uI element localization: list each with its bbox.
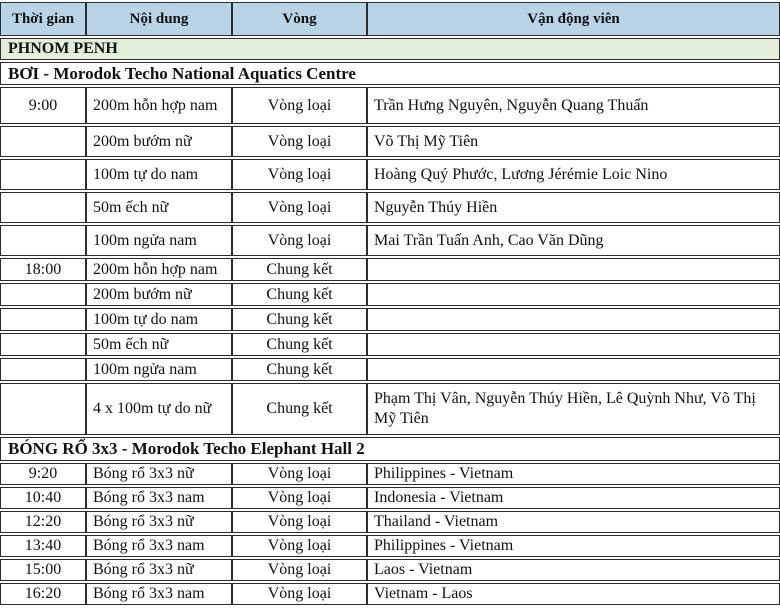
- event-cell: 100m ngửa nam: [86, 358, 232, 381]
- venue-section-row-swimming: [0, 62, 780, 85]
- event-cell: 50m ếch nữ: [86, 333, 232, 356]
- table-row: [0, 159, 780, 190]
- table-row: [0, 283, 780, 306]
- col-header-event: Nội dung: [86, 2, 232, 36]
- athletes-cell: [367, 308, 780, 331]
- event-cell: Bóng rổ 3x3 nam: [86, 487, 232, 509]
- venue-section-row-basketball: [0, 437, 780, 460]
- table-row: [0, 87, 780, 124]
- event-cell: Bóng rổ 3x3 nam: [86, 583, 232, 605]
- athletes-cell: [367, 258, 780, 281]
- table-row: [0, 511, 780, 533]
- time-cell: [0, 126, 86, 157]
- event-cell: 4 x 100m tự do nữ: [86, 383, 232, 435]
- round-cell: Vòng loại: [232, 87, 367, 124]
- athletes-cell: Nguyễn Thúy Hiền: [367, 192, 780, 223]
- athletes-cell: Võ Thị Mỹ Tiên: [367, 126, 780, 157]
- round-cell: Chung kết: [232, 358, 367, 381]
- event-cell: 200m bướm nữ: [86, 126, 232, 157]
- round-cell: Chung kết: [232, 258, 367, 281]
- table-row: [0, 192, 780, 223]
- round-cell: Vòng loại: [232, 583, 367, 605]
- event-cell: 200m bướm nữ: [86, 283, 232, 306]
- time-cell: [0, 225, 86, 256]
- time-cell: 13:40: [0, 535, 86, 557]
- athletes-cell: [367, 283, 780, 306]
- table-row: [0, 383, 780, 435]
- time-cell: [0, 308, 86, 331]
- athletes-cell: Indonesia - Vietnam: [367, 487, 780, 509]
- time-cell: [0, 283, 86, 306]
- athletes-cell: [367, 333, 780, 356]
- time-cell: 9:00: [0, 87, 86, 124]
- table-header-row: [0, 2, 780, 36]
- athletes-cell: Vietnam - Laos: [367, 583, 780, 605]
- event-cell: Bóng rổ 3x3 nam: [86, 535, 232, 557]
- round-cell: Vòng loại: [232, 159, 367, 190]
- city-section-label: PHNOM PENH: [0, 38, 780, 60]
- table-row: [0, 487, 780, 509]
- table-row: [0, 358, 780, 381]
- round-cell: Vòng loại: [232, 192, 367, 223]
- table-row: [0, 559, 780, 581]
- round-cell: Vòng loại: [232, 511, 367, 533]
- venue-section-label: BƠI - Morodok Techo National Aquatics Centre: [0, 62, 780, 85]
- event-cell: 100m tự do nam: [86, 308, 232, 331]
- table-row: [0, 126, 780, 157]
- event-cell: 200m hỗn hợp nam: [86, 87, 232, 124]
- round-cell: Vòng loại: [232, 487, 367, 509]
- table-row: [0, 583, 780, 605]
- athletes-cell: Thailand - Vietnam: [367, 511, 780, 533]
- col-header-time: Thời gian: [0, 2, 86, 36]
- table-row: [0, 225, 780, 256]
- time-cell: [0, 159, 86, 190]
- event-cell: 200m hỗn hợp nam: [86, 258, 232, 281]
- table-row: [0, 258, 780, 281]
- event-cell: Bóng rổ 3x3 nữ: [86, 511, 232, 533]
- table-row: [0, 535, 780, 557]
- event-cell: Bóng rổ 3x3 nữ: [86, 463, 232, 485]
- round-cell: Vòng loại: [232, 463, 367, 485]
- time-cell: 10:40: [0, 487, 86, 509]
- time-cell: 18:00: [0, 258, 86, 281]
- round-cell: Vòng loại: [232, 559, 367, 581]
- round-cell: Vòng loại: [232, 535, 367, 557]
- venue-section-label: BÓNG RỔ 3x3 - Morodok Techo Elephant Hall 2: [0, 437, 780, 460]
- round-cell: Vòng loại: [232, 225, 367, 256]
- col-header-round: Vòng: [232, 2, 367, 36]
- time-cell: 15:00: [0, 559, 86, 581]
- table-row: [0, 308, 780, 331]
- athletes-cell: [367, 358, 780, 381]
- round-cell: Chung kết: [232, 383, 367, 435]
- time-cell: [0, 358, 86, 381]
- athletes-cell: Hoàng Quý Phước, Lương Jérémie Loic Nino: [367, 159, 780, 190]
- table-row: [0, 463, 780, 485]
- round-cell: Chung kết: [232, 333, 367, 356]
- time-cell: 16:20: [0, 583, 86, 605]
- event-cell: 50m ếch nữ: [86, 192, 232, 223]
- time-cell: 9:20: [0, 463, 86, 485]
- time-cell: 12:20: [0, 511, 86, 533]
- round-cell: Chung kết: [232, 283, 367, 306]
- col-header-athletes: Vận động viên: [367, 2, 780, 36]
- athletes-cell: Trần Hưng Nguyên, Nguyễn Quang Thuấn: [367, 87, 780, 124]
- athletes-cell: Phạm Thị Vân, Nguyễn Thúy Hiền, Lê Quỳnh Như, Võ Thị Mỹ Tiên: [367, 383, 780, 435]
- time-cell: [0, 192, 86, 223]
- time-cell: [0, 383, 86, 435]
- event-cell: 100m tự do nam: [86, 159, 232, 190]
- city-section-row: [0, 38, 780, 60]
- athletes-cell: Laos - Vietnam: [367, 559, 780, 581]
- athletes-cell: Philippines - Vietnam: [367, 535, 780, 557]
- event-cell: Bóng rổ 3x3 nữ: [86, 559, 232, 581]
- athletes-cell: Philippines - Vietnam: [367, 463, 780, 485]
- time-cell: [0, 333, 86, 356]
- round-cell: Chung kết: [232, 308, 367, 331]
- round-cell: Vòng loại: [232, 126, 367, 157]
- table-row: [0, 333, 780, 356]
- athletes-cell: Mai Trần Tuấn Anh, Cao Văn Dũng: [367, 225, 780, 256]
- event-cell: 100m ngửa nam: [86, 225, 232, 256]
